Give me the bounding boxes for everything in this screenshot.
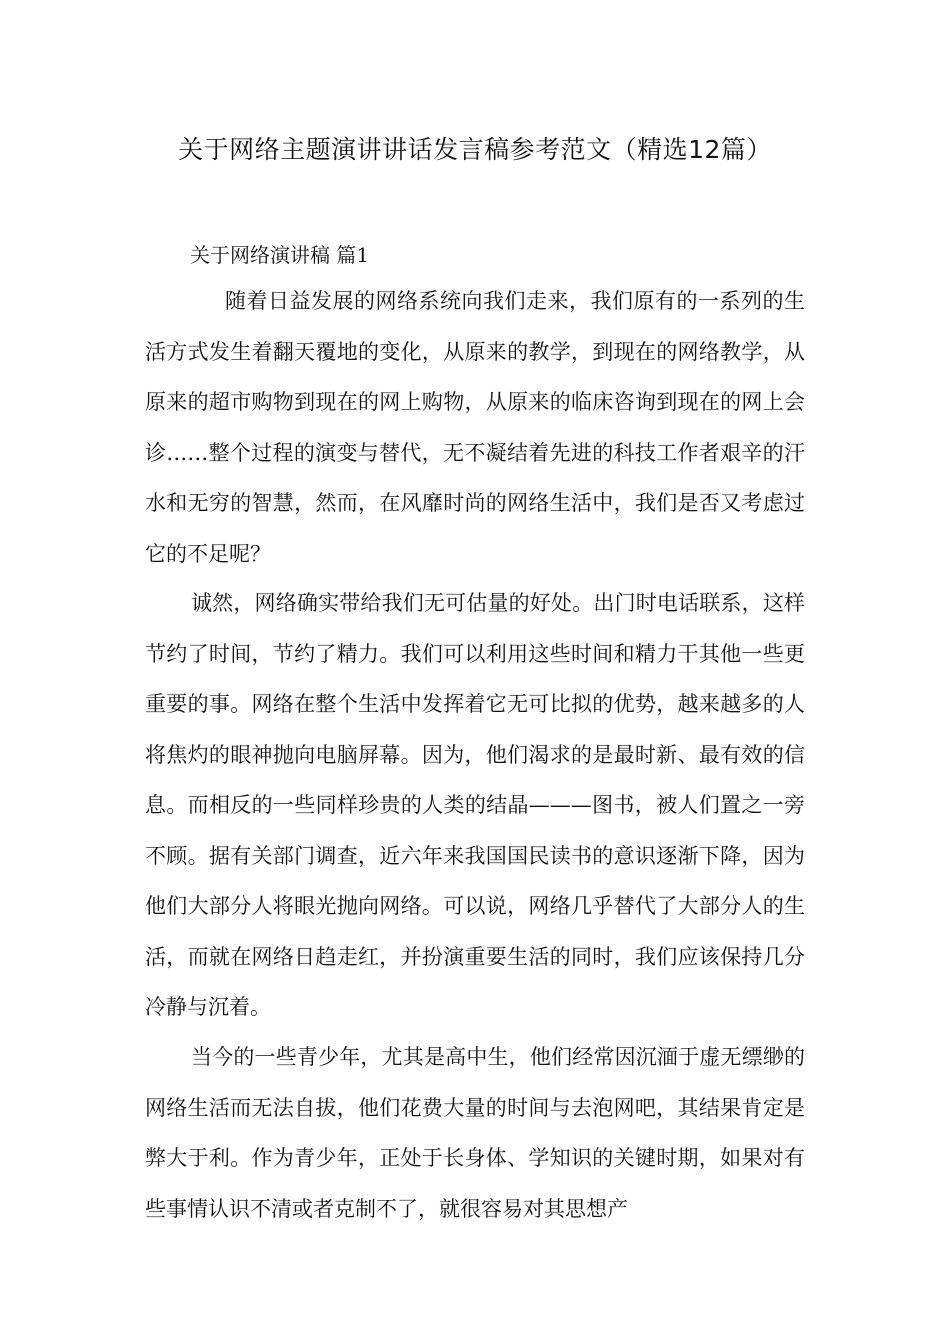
paragraph-3: 当今的一些青少年，尤其是高中生，他们经常因沉湎于虚无缥缈的网络生活而无法自拔，他们花费大量的时间与去泡网吧，其结果肯定是弊大于利。作为青少年，正处于长身体、学知识的关键时期，如果对有些事情认识不清或者克制不了，就很容易对其思想产	[145, 1045, 805, 1221]
paragraph-2: 诚然，网络确实带给我们无可估量的好处。出门时电话联系，这样节约了时间，节约了精力。我们可以利用这些时间和精力干其他一些更重要的事。网络在整个生活中发挥着它无可比拟的优势，越来越多的人将焦灼的眼神抛向电脑屏幕。因为，他们渴求的是最时新、最有效的信息。而相反的一些同样珍贵的人类的结晶———图书，被人们置之一旁不顾。据有关部门调查，近六年来我国国民读书的意识逐渐下降，因为他们大部分人将眼光抛向网络。可以说，网络几乎替代了大部分人的生活，而就在网络日趋走红，并扮演重要生活的同时，我们应该保持几分冷静与沉着。	[145, 591, 805, 1019]
document-title: 关于网络主题演讲讲话发言稿参考范文（精选12篇）	[178, 135, 772, 164]
section-heading: 关于网络演讲稿 篇1	[190, 243, 370, 267]
paragraph-1: 随着日益发展的网络系统向我们走来，我们原有的一系列的生活方式发生着翻天覆地的变化，从原来的教学，到现在的网络教学，从原来的超市购物到现在的网上购物，从原来的临床咨询到现在的网上会诊……整个过程的演变与替代，无不凝结着先进的科技工作者艰辛的汗水和无穷的智慧，然而，在风靡时尚的网络生活中，我们是否又考虑过它的不足呢？	[145, 289, 805, 566]
